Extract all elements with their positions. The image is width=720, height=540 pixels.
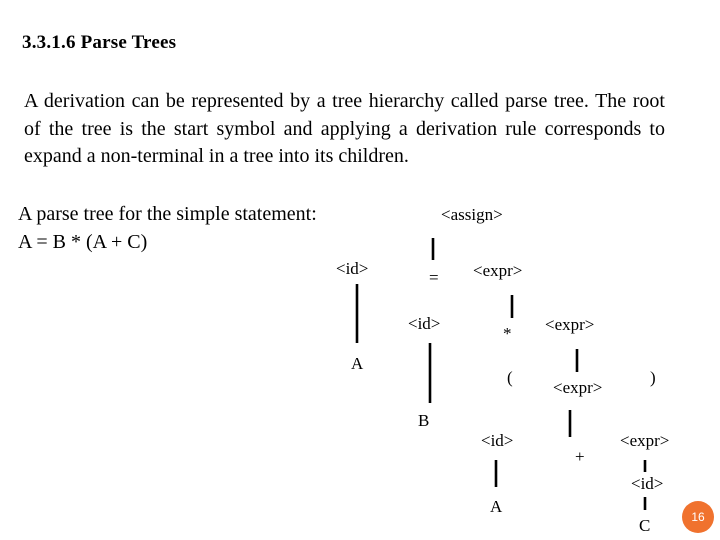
node-a: A <box>351 354 364 373</box>
node-id: <id> <box>481 431 514 450</box>
node-expr: <expr> <box>553 378 603 397</box>
page-number-badge: 16 <box>682 501 714 533</box>
node-assign: <assign> <box>441 205 503 224</box>
node-expr: <expr> <box>620 431 670 450</box>
node-b: B <box>418 411 430 430</box>
statement-label: A parse tree for the simple statement: <box>18 203 317 225</box>
node-c: C <box>639 516 651 535</box>
node-plus: + <box>575 447 585 466</box>
node-right-paren: ) <box>650 368 656 387</box>
node-a: A <box>490 497 503 516</box>
node-expr: <expr> <box>545 315 595 334</box>
node-id: <id> <box>631 474 664 493</box>
node-times: * <box>503 324 512 343</box>
node-expr: <expr> <box>473 261 523 280</box>
intro-paragraph: A derivation can be represented by a tree hierarchy called parse tree. The root of the tree is the start symbol and applying a derivation rule corresponds to expand a non-terminal in a tree into its children. <box>24 90 665 167</box>
node-left-paren: ( <box>507 368 513 387</box>
section-heading: 3.3.1.6 Parse Trees <box>22 32 177 53</box>
example-statement: A = B * (A + C) <box>18 231 148 253</box>
node-id: <id> <box>336 259 369 278</box>
node-id: <id> <box>408 314 441 333</box>
node-equals: = <box>429 268 439 287</box>
